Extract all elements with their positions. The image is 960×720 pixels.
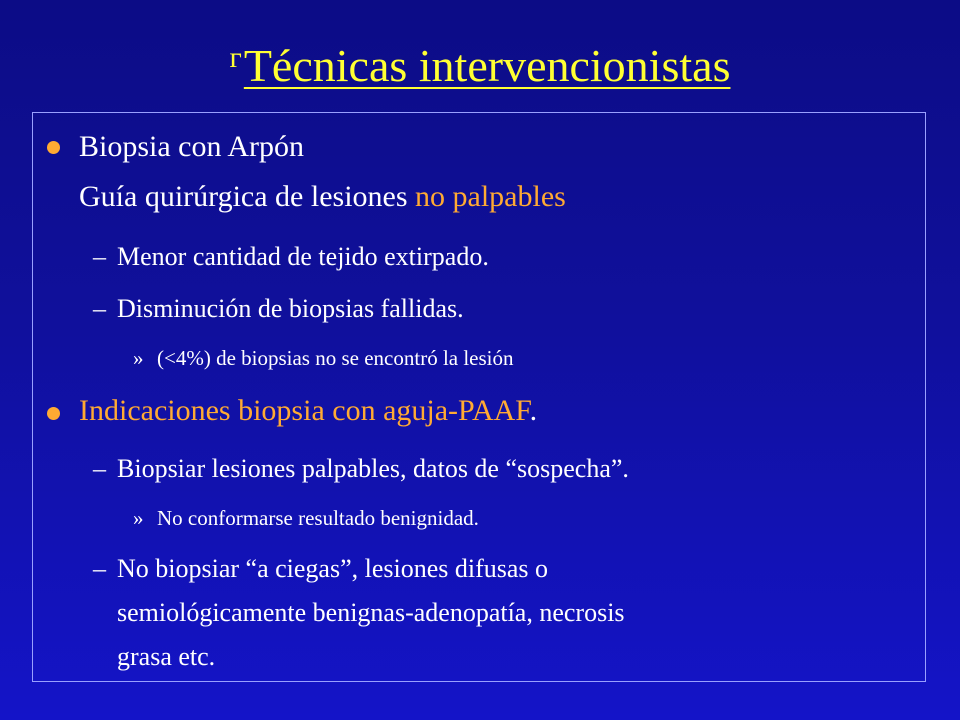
bullet-1-line2-orange: no palpables [415, 180, 566, 213]
bullet-2-sub1-detail [133, 505, 479, 531]
bullet-1-sub2 [93, 293, 464, 325]
bullet-1-line2 [79, 179, 566, 215]
bullet-1-sub1-text: Menor cantidad de tejido extirpado. [117, 242, 489, 271]
bullet-1-heading [79, 129, 304, 165]
bullet-2-sub1 [93, 453, 629, 485]
bullet-1-line1: Biopsia con Arpón [79, 130, 304, 163]
dash-marker: – [93, 242, 106, 271]
bullet-2-sub2-line1: No biopsiar “a ciegas”, lesiones difusas o [117, 554, 549, 583]
bullet-2-heading-end: . [529, 394, 538, 427]
bullet-2-heading [79, 393, 537, 429]
raquo-marker: » [133, 346, 144, 370]
title-corner-icon: ᴦ [229, 41, 242, 74]
content-box [32, 112, 926, 682]
bullet-1-line2-white: Guía quirúrgica de lesiones [79, 180, 416, 213]
bullet-2-sub2-line3 [117, 641, 215, 673]
bullet-icon [47, 407, 60, 420]
bullet-2-sub1-text: Biopsiar lesiones palpables, datos de “sospecha”. [117, 454, 629, 483]
title-text: Técnicas intervencionistas [243, 40, 731, 91]
bullet-2-sub2-line2-text: semiológicamente benignas-adenopatía, necrosis [117, 598, 625, 627]
bullet-2-sub2-line2 [117, 597, 625, 629]
bullet-2-sub2-line3-text: grasa etc. [117, 642, 216, 671]
bullet-icon [47, 141, 60, 154]
slide-title [0, 28, 960, 96]
bullet-1-sub2-detail-text: (<4%) de biopsias no se encontró la lesión [157, 346, 514, 370]
bullet-1-sub2-detail [133, 345, 514, 371]
bullet-2-heading-text: Indicaciones biopsia con aguja-PAAF [79, 394, 530, 427]
bullet-2-sub2 [93, 553, 548, 585]
dash-marker: – [93, 294, 106, 323]
dash-marker: – [93, 454, 106, 483]
dash-marker: – [93, 554, 106, 583]
raquo-marker: » [133, 506, 144, 530]
bullet-1-sub1 [93, 241, 489, 273]
bullet-1-sub2-text: Disminución de biopsias fallidas. [117, 294, 464, 323]
bullet-2-sub1-detail-text: No conformarse resultado benignidad. [157, 506, 479, 530]
